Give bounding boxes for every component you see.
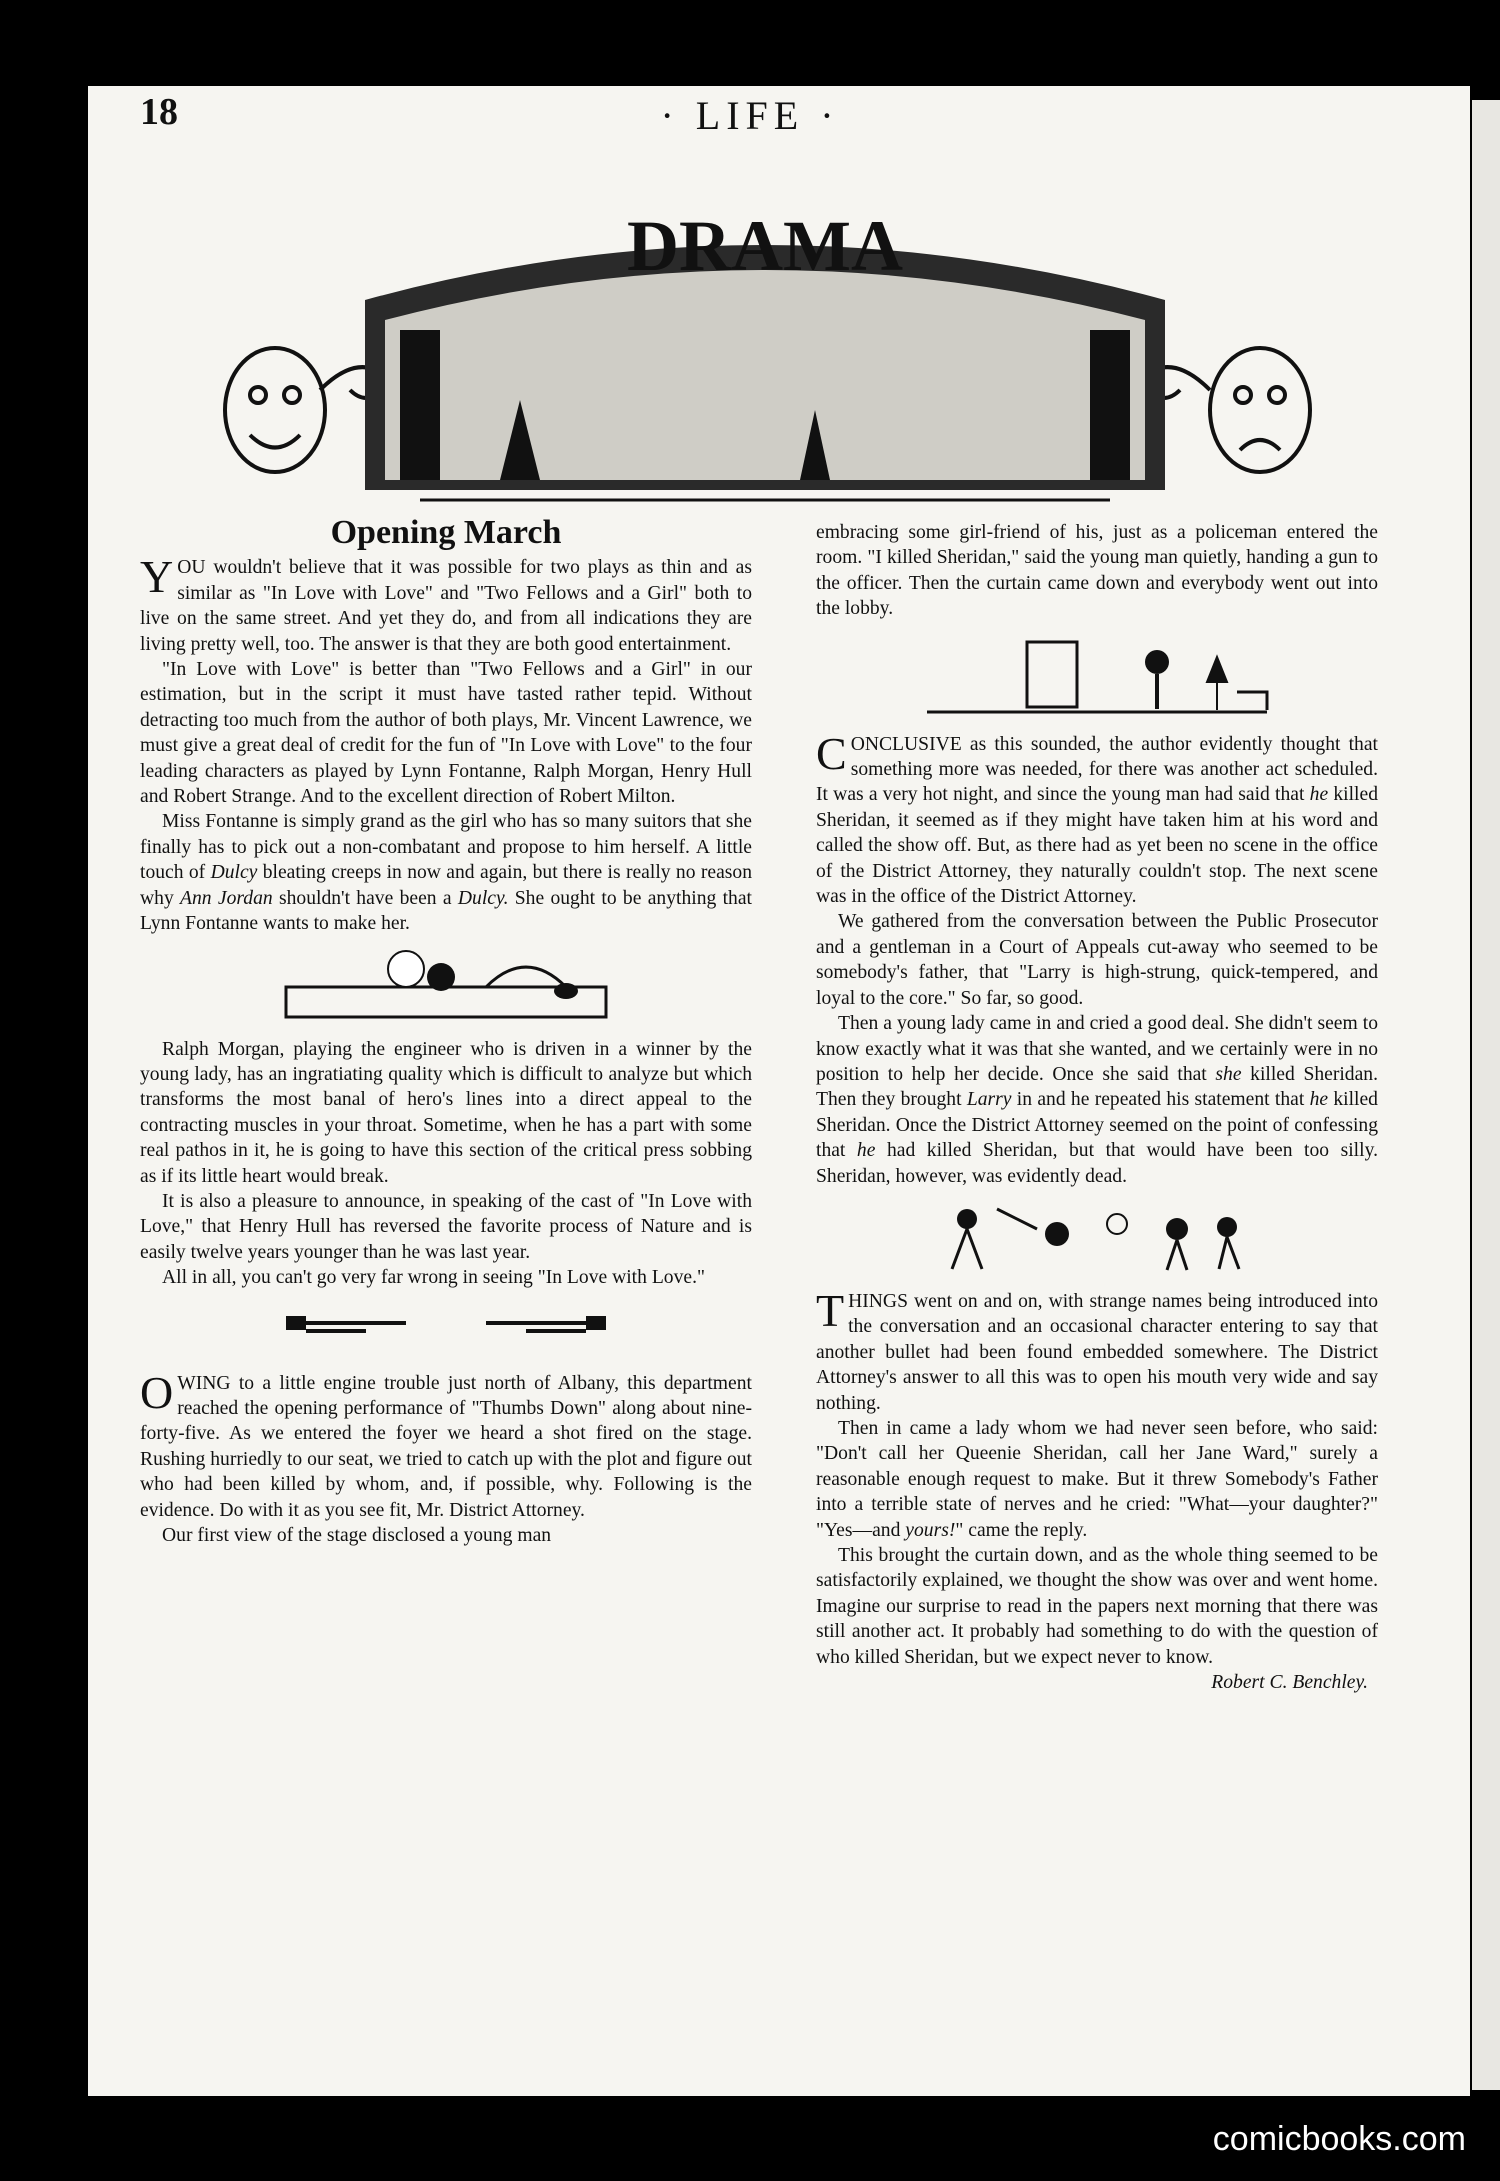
couple-on-bench-vignette — [276, 947, 616, 1027]
paragraph: Ralph Morgan, playing the engineer who is driven in a winner by the young lady, has an ingratiating quality which is difficult to analyze but which transforms the most banal of hero's lines into a direct appeal to the contracting muscles in your throat. Sometime, when he has a part with some real pathos in it, he is going to have this section of the critical press sobbing as if its little heart would break. — [140, 1038, 752, 1187]
author-byline: Robert C. Benchley. — [1211, 1672, 1368, 1694]
article-headline: Opening March — [330, 514, 562, 551]
paragraph: It is also a pleasure to announce, in speaking of the cast of "In Love with Love," that Henry Hull has reversed the favorite process of Nature and is easily twelve years younger than he was last year. — [140, 1190, 752, 1263]
drop-cap: Y — [140, 551, 174, 603]
paragraph: YOU wouldn't believe that it was possible for two plays as thin and as similar as "In Love with Love" and "Two Fellows and a Girl" both to live on the same street. And yet they do, and from all indications they are living pretty well, too. The answer is that they are both good entertainment. — [140, 551, 752, 655]
paragraph: CONCLUSIVE as this sounded, the author evidently thought that something more was needed, for there was another act scheduled. It was a very hot night, and since the young man had said that he killed Sheridan, it seemed as if they might have taken him at his word and called the show off. But, as there had as yet been no scene in the office of the District Attorney, they naturally couldn't stop. The next scene was in the office of the District Attorney. — [816, 727, 1378, 908]
banner-title: DRAMA — [627, 206, 903, 286]
paragraph: THINGS went on and on, with strange names being introduced into the conversation and an occasional character entering to say that another bullet had been found embedded somewhere. The District Attorney's answer to all this was to open his mouth very wide and say nothing. — [816, 1284, 1378, 1414]
drop-cap: O — [140, 1366, 174, 1418]
column-left — [140, 514, 753, 1548]
paragraph: All in all, you can't go very far wrong in seeing "In Love with Love." — [162, 1267, 705, 1289]
tragedy-mask-right — [1140, 348, 1310, 472]
paragraph: OWING to a little engine trouble just north of Albany, this department reached the opening performance of "Thumbs Down" along about nine-forty-five. As we entered the foyer we heard a shot fired on the stage. Rushing hurriedly to our seat, we tried to catch up with the plot and figure out who had been killed by whom, and, if possible, why. Following is the evidence. Do with it as you see fit, Mr. District Attorney. — [140, 1366, 752, 1521]
fleeing-characters-vignette — [927, 1199, 1267, 1279]
drop-cap: T — [816, 1284, 845, 1336]
paragraph: Our first view of the stage disclosed a young man — [162, 1525, 552, 1546]
column-right — [816, 520, 1378, 1695]
site-watermark: comicbooks.com — [1212, 2120, 1466, 2158]
paragraph: Miss Fontanne is simply grand as the girl who has so many suitors that she finally has to pick out a non-combatant and propose to him herself. A little touch of Dulcy bleating creeps in now and again, but there is really no reason why Ann Jordan shouldn't have been a Dulcy. She ought to be anything that Lynn Fontanne wants to make her. — [140, 811, 753, 935]
drama-banner-illustration — [200, 150, 1330, 510]
dueling-pistols-vignette — [266, 1301, 626, 1361]
paragraph: Then a young lady came in and cried a good deal. She didn't seem to know exactly what it was that she wanted, and we certainly were in no position to help her decide. Once she said that she killed Sheridan. Then they brought Larry in and he repeated his statement that he killed Sheridan. Once the District Attorney seemed on the point of confessing that he had killed Sheridan, but that would have been too silly. Sheridan, however, was evidently dead. — [816, 1013, 1378, 1187]
crime-scene-vignette — [917, 632, 1277, 722]
paragraph: embracing some girl-friend of his, just as a policeman entered the room. "I killed Sheridan," said the young man quietly, handing a gun to the officer. Then the curtain came down and everybody went out into the lobby. — [816, 522, 1378, 620]
page-number: 18 — [140, 91, 178, 133]
running-head: · LIFE · — [660, 93, 840, 138]
drop-cap: C — [816, 727, 847, 779]
paragraph: "In Love with Love" is better than "Two Fellows and a Girl" in our estimation, but in the script it must have tasted rather tepid. Without detracting too much from the author of both plays, Mr. Vincent Lawrence, we must give a great deal of credit for the fun of "In Love with Love" to the four leading characters as played by Lynn Fontanne, Ralph Morgan, Henry Hull and Robert Strange. And to the excellent direction of Robert Milton. — [140, 659, 752, 808]
facing-page-edge — [1472, 100, 1500, 2090]
paragraph: Then in came a lady whom we had never seen before, who said: "Don't call her Queenie Sheridan, call her Jane Ward," surely a reasonable enough request to make. But it threw Somebody's Father into a terrible state of nerves and he cried: "What—your daughter?" "Yes—and yours!" came the reply. — [816, 1417, 1378, 1541]
paragraph: This brought the curtain down, and as the whole thing seemed to be satisfactorily explained, we thought the show was over and went home. Imagine our surprise to read in the papers next morning that there was still another act. It probably had something to do with the question of who killed Sheridan, but we expect never to know. — [816, 1545, 1378, 1668]
paragraph: We gathered from the conversation between the Public Prosecutor and a gentleman in a Court of Appeals cut-away who seemed to be somebody's father, that "Larry is high-strung, quick-tempered, and loyal to the core." So far, so good. — [816, 911, 1378, 1009]
